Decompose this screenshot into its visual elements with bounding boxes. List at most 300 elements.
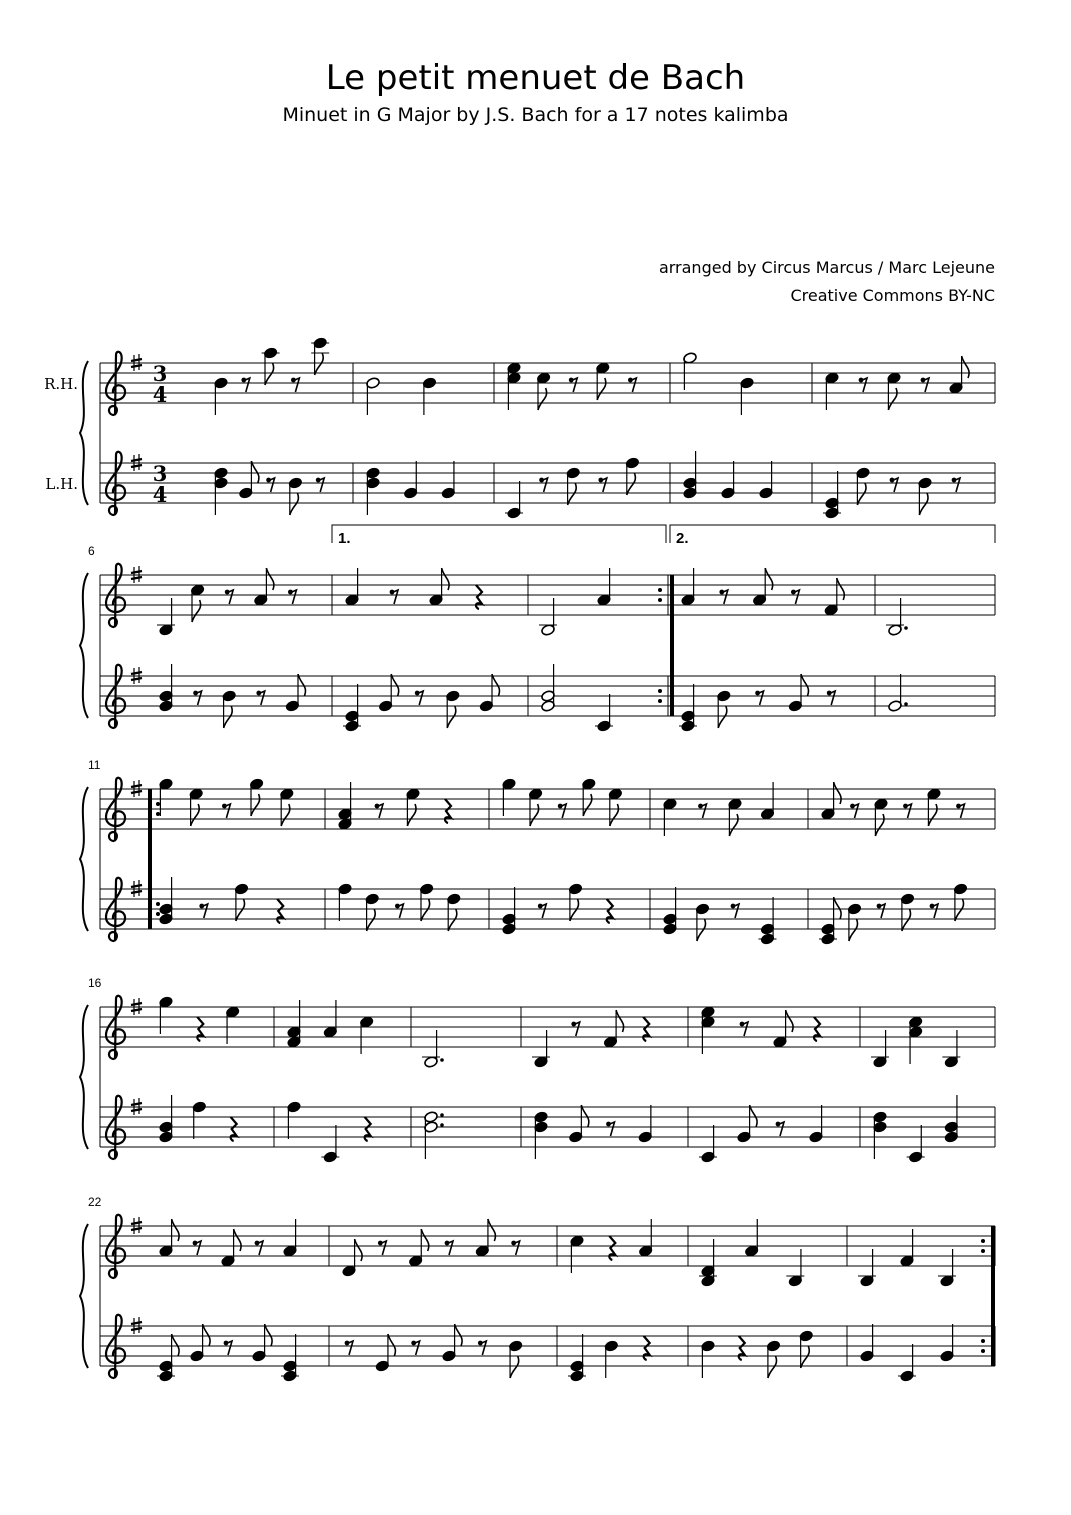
repeat-dot — [981, 1249, 985, 1253]
staff-label-rh: R.H. — [44, 375, 78, 393]
note-flag — [610, 804, 619, 826]
note — [823, 471, 841, 519]
note-flag — [750, 1105, 758, 1127]
note-flag — [530, 804, 539, 826]
note — [424, 1111, 444, 1159]
rest-stroke — [891, 478, 898, 492]
note — [253, 568, 273, 606]
note-flag — [834, 782, 842, 804]
note-flag — [290, 493, 299, 515]
note-flag — [367, 909, 376, 931]
note-flag — [597, 378, 606, 400]
note — [568, 883, 583, 921]
eighth-rest — [569, 378, 577, 392]
note-flag — [442, 568, 450, 590]
eighth-rest — [921, 378, 929, 392]
note-flag — [251, 794, 260, 816]
note — [190, 584, 205, 622]
sharp-stroke — [131, 791, 142, 793]
note — [422, 377, 437, 415]
sharp-stroke — [131, 672, 142, 674]
eighth-rest — [511, 1241, 519, 1255]
note — [918, 477, 933, 515]
note — [888, 674, 908, 712]
time-signature-top: 3 — [152, 361, 168, 386]
note — [288, 477, 303, 515]
note-flag — [801, 1346, 810, 1368]
note — [760, 782, 775, 820]
rest-stroke — [958, 804, 965, 818]
note — [786, 1249, 804, 1287]
sharp-stroke — [131, 365, 142, 367]
arranger-credit: arranged by Circus Marcus / Marc Lejeune — [658, 258, 995, 277]
note — [422, 1030, 444, 1068]
note — [788, 674, 808, 712]
note — [759, 897, 777, 945]
note-flag — [203, 1324, 211, 1346]
note-flag — [849, 919, 858, 941]
eighth-rest — [316, 478, 324, 492]
note — [429, 568, 449, 606]
note — [871, 1030, 889, 1068]
note-flag — [421, 899, 430, 921]
system-brace — [80, 1005, 88, 1149]
note — [249, 778, 264, 816]
note — [625, 457, 640, 495]
eighth-rest — [193, 691, 201, 705]
rest-stroke — [289, 590, 296, 604]
note — [608, 788, 623, 826]
sharp-stroke — [131, 577, 142, 579]
note-flag — [837, 578, 845, 600]
rest-stroke — [226, 590, 233, 604]
rest-stroke — [317, 478, 324, 492]
staff-label-lh: L.H. — [45, 475, 78, 493]
rest-stroke — [243, 378, 250, 392]
thick-barline — [991, 1226, 995, 1366]
note — [860, 1324, 875, 1362]
measure-number: 11 — [88, 758, 101, 772]
note-flag — [447, 706, 456, 728]
note-flag — [281, 804, 290, 826]
note — [408, 1229, 428, 1267]
note — [323, 1000, 338, 1038]
eighth-rest — [222, 804, 230, 818]
note — [886, 598, 908, 636]
eighth-rest — [930, 904, 938, 918]
note-flag — [488, 1219, 496, 1241]
note-flag — [234, 1229, 242, 1251]
rest-stroke — [700, 804, 707, 818]
note-flag — [191, 804, 200, 826]
sharp-stroke — [131, 1222, 142, 1224]
thick-barline — [148, 789, 152, 929]
note — [359, 1016, 374, 1054]
note — [873, 1111, 888, 1159]
note — [279, 788, 294, 826]
eighth-rest — [850, 804, 858, 818]
rest-stroke — [922, 378, 929, 392]
rest-stroke — [721, 590, 728, 604]
note-flag — [224, 706, 233, 728]
note — [638, 1105, 653, 1143]
rest-stroke — [852, 804, 859, 818]
note-flag — [407, 804, 416, 826]
note — [683, 352, 698, 390]
note-flag — [388, 1334, 396, 1356]
note-flag — [875, 814, 884, 836]
note — [663, 887, 678, 935]
eighth-rest — [199, 904, 207, 918]
eighth-rest — [193, 1241, 201, 1255]
note — [595, 694, 613, 732]
note-flag — [421, 1229, 429, 1251]
rest-stroke — [513, 1241, 520, 1255]
note — [234, 883, 249, 921]
rest-stroke — [416, 691, 423, 705]
system-brace — [80, 1224, 88, 1368]
sharp-stroke — [131, 891, 142, 893]
note — [900, 893, 915, 931]
rest-stroke — [201, 904, 208, 918]
eighth-rest — [698, 804, 706, 818]
note-flag — [455, 1324, 463, 1346]
eighth-rest — [378, 1241, 386, 1255]
volta-bracket-1 — [332, 525, 666, 543]
note — [189, 788, 204, 826]
rest-stroke — [223, 804, 230, 818]
eighth-rest — [731, 904, 739, 918]
note — [262, 347, 280, 385]
sharp-stroke — [131, 1328, 142, 1330]
rest-stroke — [541, 478, 548, 492]
rest-stroke — [905, 804, 912, 818]
note — [683, 451, 698, 499]
note — [898, 1344, 916, 1382]
note — [159, 1219, 179, 1257]
note — [536, 372, 551, 410]
rest-stroke — [608, 1122, 615, 1136]
note — [908, 1016, 923, 1064]
note — [701, 1340, 716, 1378]
note — [539, 598, 557, 636]
eighth-rest — [256, 691, 264, 705]
note — [858, 1249, 876, 1287]
note — [695, 903, 710, 941]
eighth-rest — [345, 1341, 353, 1355]
note — [604, 1340, 619, 1378]
rest-stroke — [741, 1022, 748, 1036]
note — [759, 461, 774, 499]
score-subtitle: Minuet in G Major by J.S. Bach for a 17 notes kalimba — [282, 104, 789, 126]
note — [737, 1105, 757, 1143]
time-signature-bottom: 4 — [152, 482, 168, 507]
note-flag — [697, 919, 706, 941]
eighth-rest — [390, 590, 398, 604]
note — [528, 788, 543, 826]
note — [534, 1111, 549, 1159]
note — [927, 788, 942, 826]
sharp-stroke — [131, 1228, 142, 1230]
note-flag — [919, 493, 928, 515]
note — [345, 568, 360, 606]
augmentation-dot — [440, 1113, 444, 1117]
eighth-rest — [415, 691, 423, 705]
note — [799, 1330, 814, 1368]
rest-stroke — [195, 691, 202, 705]
note — [403, 461, 418, 499]
repeat-dot — [156, 802, 160, 806]
note — [716, 690, 731, 728]
rest-stroke — [396, 904, 403, 918]
note-flag — [786, 1010, 794, 1032]
sharp-stroke — [131, 1003, 142, 1005]
note-flag — [510, 1356, 519, 1378]
eighth-rest — [956, 804, 964, 818]
note-flag — [834, 897, 842, 919]
note — [159, 664, 174, 712]
note — [221, 1229, 241, 1267]
rest-stroke — [732, 904, 739, 918]
sharp-stroke — [131, 1009, 142, 1011]
note-flag — [391, 674, 399, 696]
note — [343, 684, 361, 732]
note-flag — [172, 1219, 180, 1241]
license-credit: Creative Commons BY-NC — [790, 286, 995, 305]
note — [942, 1030, 960, 1068]
note — [190, 1324, 210, 1362]
note-flag — [492, 674, 500, 696]
note — [505, 481, 523, 519]
eighth-rest — [903, 804, 911, 818]
repeat-dot — [658, 699, 662, 703]
note — [824, 578, 844, 616]
rest-stroke — [792, 590, 799, 604]
note-flag — [718, 706, 727, 728]
eighth-rest — [606, 1122, 614, 1136]
system-brace — [80, 361, 88, 505]
sharp-stroke — [131, 1322, 142, 1324]
note-flag — [236, 899, 245, 921]
note — [907, 1125, 925, 1163]
note — [378, 674, 398, 712]
rest-stroke — [570, 378, 577, 392]
sharp-stroke — [131, 785, 142, 787]
rest-stroke — [757, 691, 764, 705]
note — [900, 1229, 915, 1267]
note-flag — [172, 1334, 180, 1356]
repeat-dot — [981, 1349, 985, 1353]
note — [681, 568, 696, 606]
sharp-stroke — [131, 571, 142, 573]
system-brace — [80, 787, 88, 931]
rest-stroke — [258, 691, 265, 705]
eighth-rest — [791, 590, 799, 604]
note — [475, 1219, 495, 1257]
augmentation-dot — [440, 1058, 444, 1062]
eighth-rest — [755, 691, 763, 705]
note-flag — [928, 804, 937, 826]
rest-stroke — [391, 590, 398, 604]
note — [887, 372, 902, 410]
sharp-stroke — [131, 678, 142, 680]
measure-number: 16 — [88, 976, 102, 990]
rest-stroke — [479, 1341, 486, 1355]
repeat-dot — [658, 598, 662, 602]
rest-stroke — [777, 1122, 784, 1136]
note — [157, 1334, 179, 1382]
note-flag — [902, 909, 911, 931]
note — [441, 461, 456, 499]
note-flag — [627, 473, 636, 495]
note-flag — [265, 363, 274, 385]
time-signature-bottom: 4 — [152, 382, 168, 407]
note — [479, 674, 499, 712]
note — [663, 798, 678, 836]
eighth-rest — [266, 478, 274, 492]
augmentation-dot — [904, 702, 908, 706]
sharp-stroke — [131, 1103, 142, 1105]
note — [744, 1219, 759, 1257]
note — [222, 690, 237, 728]
note-flag — [768, 1356, 777, 1378]
note — [502, 778, 517, 816]
note — [568, 1334, 586, 1382]
note — [566, 467, 581, 505]
note — [285, 674, 305, 712]
note-flag — [962, 356, 970, 378]
note-flag — [729, 814, 738, 836]
note — [740, 377, 755, 415]
note — [597, 568, 612, 606]
repeat-dot — [156, 902, 160, 906]
system-brace — [80, 573, 88, 718]
rest-stroke — [828, 691, 835, 705]
note-flag — [801, 674, 809, 696]
rest-stroke — [600, 478, 607, 492]
rest-stroke — [376, 804, 383, 818]
note — [192, 1101, 207, 1139]
eighth-rest — [445, 1241, 453, 1255]
note — [419, 883, 434, 921]
note — [728, 798, 743, 836]
note — [825, 372, 840, 410]
note — [721, 461, 736, 499]
eighth-rest — [288, 590, 296, 604]
note — [311, 337, 329, 375]
note — [821, 782, 841, 820]
repeat-dot — [156, 812, 160, 816]
note — [159, 1095, 174, 1143]
note-flag — [266, 568, 274, 590]
note-flag — [251, 461, 259, 483]
note-flag — [765, 568, 773, 590]
note — [252, 1324, 272, 1362]
repeat-dot — [981, 1239, 985, 1243]
eighth-rest — [538, 904, 546, 918]
note-flag — [616, 1010, 624, 1032]
note — [874, 798, 889, 836]
note — [214, 377, 229, 415]
eighth-rest — [827, 691, 835, 705]
measure-number: 6 — [88, 544, 95, 558]
note — [568, 1105, 588, 1143]
eighth-rest — [628, 378, 636, 392]
note — [856, 467, 871, 505]
eighth-rest — [224, 1341, 232, 1355]
rest-stroke — [931, 904, 938, 918]
rest-stroke — [573, 1022, 580, 1036]
sharp-stroke — [131, 459, 142, 461]
note-flag — [888, 388, 897, 410]
note — [638, 1219, 653, 1257]
note — [225, 1006, 240, 1044]
note — [446, 893, 461, 931]
note — [214, 467, 229, 515]
note-flag — [192, 600, 201, 622]
note — [940, 1324, 955, 1362]
rest-stroke — [413, 1341, 420, 1355]
note — [502, 887, 517, 935]
eighth-rest — [225, 590, 233, 604]
rest-stroke — [446, 1241, 453, 1255]
note — [847, 903, 862, 941]
note-flag — [538, 388, 547, 410]
eighth-rest — [539, 478, 547, 492]
rest-stroke — [539, 904, 546, 918]
eighth-rest — [740, 1022, 748, 1036]
note — [366, 467, 381, 515]
rest-stroke — [346, 1341, 353, 1355]
note — [238, 461, 258, 499]
augmentation-dot — [904, 626, 908, 630]
note — [773, 1010, 793, 1048]
note — [953, 883, 968, 921]
eighth-rest — [719, 590, 727, 604]
eighth-rest — [241, 378, 249, 392]
note — [281, 1334, 299, 1382]
repeat-dot — [981, 1339, 985, 1343]
note — [809, 1105, 824, 1143]
eighth-rest — [890, 478, 898, 492]
eighth-rest — [375, 804, 383, 818]
eighth-rest — [952, 478, 960, 492]
rest-stroke — [194, 1241, 201, 1255]
augmentation-dot — [440, 1123, 444, 1127]
note — [944, 1095, 959, 1143]
note-flag — [448, 909, 457, 931]
note-flag — [570, 899, 579, 921]
eighth-rest — [291, 378, 299, 392]
note — [159, 778, 174, 816]
eighth-rest — [255, 1241, 263, 1255]
note — [321, 1125, 339, 1163]
note-flag — [355, 1239, 363, 1261]
repeat-dot — [658, 588, 662, 592]
repeat-dot — [156, 912, 160, 916]
note — [766, 1340, 781, 1378]
note — [366, 377, 381, 415]
eighth-rest — [877, 904, 885, 918]
eighth-rest — [395, 904, 403, 918]
rest-stroke — [629, 378, 636, 392]
volta-label-1: 1. — [338, 530, 351, 547]
note — [365, 893, 380, 931]
eighth-rest — [776, 1122, 784, 1136]
eighth-rest — [478, 1341, 486, 1355]
note — [159, 996, 174, 1034]
volta-label-2: 2. — [676, 530, 689, 547]
